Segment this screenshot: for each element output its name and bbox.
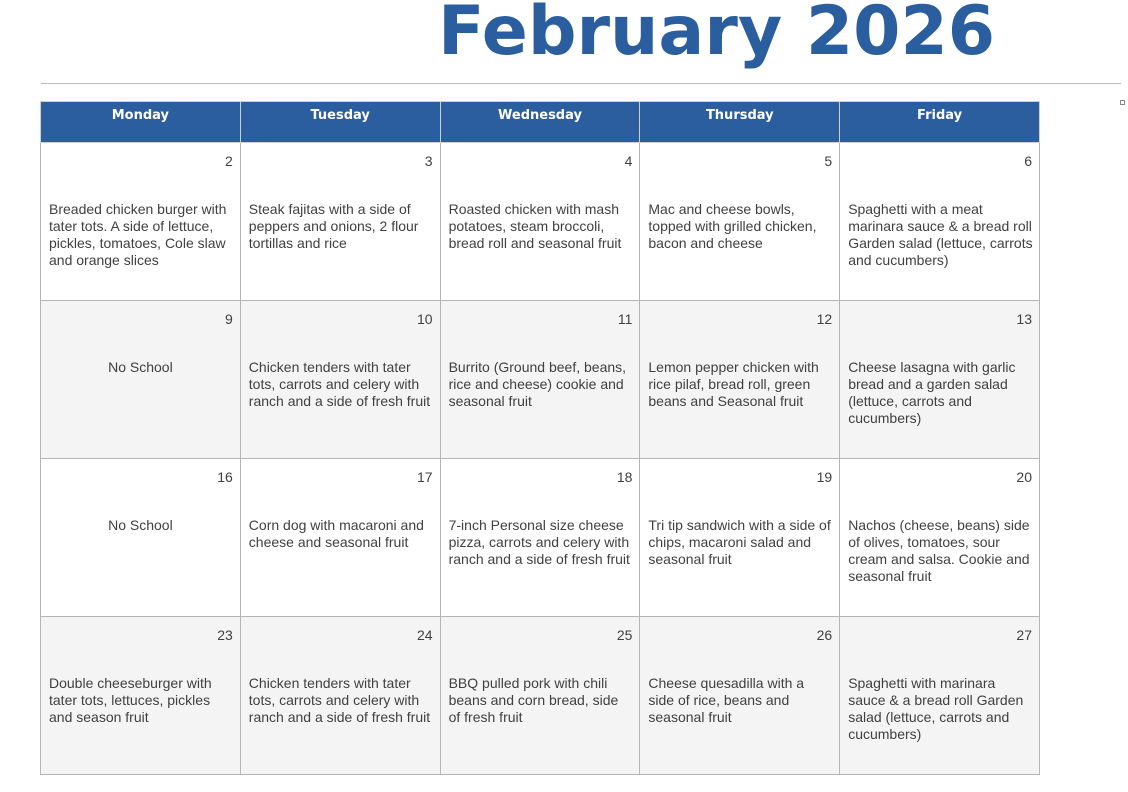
- day-number: 9: [225, 311, 233, 327]
- menu-text: Cheese quesadilla with a side of rice, beans and seasonal fruit: [648, 675, 805, 725]
- day-cell: [840, 617, 1040, 775]
- menu-text: Tri tip sandwich with a side of chips, macaroni salad and seasonal fruit: [648, 517, 831, 567]
- week-row: [41, 617, 1040, 775]
- menu-text: Corn dog with macaroni and cheese and seasonal fruit: [248, 517, 424, 550]
- weekday-header-thursday: Thursday: [640, 102, 840, 143]
- day-number: 25: [616, 627, 633, 643]
- menu-text: Burrito (Ground beef, beans, rice and cheese) cookie and seasonal fruit: [448, 359, 627, 409]
- day-number: 23: [217, 627, 233, 643]
- menu-text: Double cheeseburger with tater tots, lettuces, pickles and season fruit: [49, 675, 212, 725]
- menu-text: BBQ pulled pork with chili beans and corn bread, side of fresh fruit: [448, 675, 619, 725]
- day-cell: [240, 143, 440, 301]
- day-number: 3: [424, 153, 433, 169]
- day-number: 13: [1016, 311, 1032, 327]
- menu-text: Lemon pepper chicken with rice pilaf, bread roll, green beans and Seasonal fruit: [648, 359, 819, 409]
- day-cell: [41, 459, 241, 617]
- day-cell: [440, 459, 640, 617]
- day-cell: [640, 143, 840, 301]
- week-row: [41, 301, 1040, 459]
- day-number: 26: [816, 627, 833, 643]
- day-cell: [440, 617, 640, 775]
- menu-text: Breaded chicken burger with tater tots. A side of lettuce, pickles, tomatoes, Cole slaw and orange slices: [49, 201, 227, 268]
- day-number: 18: [616, 469, 633, 485]
- day-cell: [41, 301, 241, 459]
- day-number: 19: [816, 469, 833, 485]
- day-number: 11: [617, 311, 633, 327]
- day-number: 24: [417, 627, 433, 643]
- menu-text: 7-inch Personal size cheese pizza, carrots and celery with ranch and a side of fresh fruit: [448, 517, 630, 567]
- menu-text: Roasted chicken with mash potatoes, steam broccoli, bread roll and seasonal fruit: [448, 201, 622, 251]
- day-cell: [840, 301, 1040, 459]
- weekday-header-row: [41, 102, 1040, 143]
- day-number: 5: [824, 153, 833, 169]
- day-cell: [640, 301, 840, 459]
- day-number: 6: [1024, 153, 1032, 169]
- day-cell: [440, 143, 640, 301]
- menu-text: Chicken tenders with tater tots, carrots and celery with ranch and a side of fresh fruit: [248, 675, 431, 725]
- week-row: [41, 143, 1040, 301]
- menu-text: Steak fajitas with a side of peppers and onions, 2 flour tortillas and rice: [248, 201, 419, 251]
- menu-text: Cheese lasagna with garlic bread and a garden salad (lettuce, carrots and cucumbers): [848, 359, 1016, 426]
- weekday-header-friday: Friday: [840, 102, 1040, 143]
- day-cell: [840, 143, 1040, 301]
- day-number: 27: [1016, 627, 1032, 643]
- day-number: 17: [417, 469, 433, 485]
- day-cell: [240, 301, 440, 459]
- day-number: 2: [225, 153, 233, 169]
- menu-text: Spaghetti with marinara sauce & a bread roll Garden salad (lettuce, carrots and cucumbers): [848, 675, 1024, 742]
- day-cell: [240, 617, 440, 775]
- day-cell: [41, 143, 241, 301]
- menu-text: Spaghetti with a meat marinara sauce & a bread roll Garden salad (lettuce, carrots and cucumbers): [848, 201, 1033, 268]
- day-number: 16: [217, 469, 233, 485]
- day-cell: [41, 617, 241, 775]
- selection-handle[interactable]: [1120, 100, 1125, 105]
- weekday-header-monday: Monday: [41, 102, 241, 143]
- weekday-header-wednesday: Wednesday: [440, 102, 640, 143]
- day-cell: [640, 459, 840, 617]
- day-cell: [440, 301, 640, 459]
- day-cell: [840, 459, 1040, 617]
- menu-text: Nachos (cheese, beans) side of olives, tomatoes, sour cream and salsa. Cookie and seasonal fruit: [848, 517, 1030, 584]
- page-title: February 2026: [438, 0, 996, 71]
- day-number: 12: [816, 311, 833, 327]
- day-number: 20: [1016, 469, 1032, 485]
- lunch-calendar: [40, 101, 1040, 775]
- day-cell: [240, 459, 440, 617]
- menu-text: Chicken tenders with tater tots, carrots and celery with ranch and a side of fresh fruit: [248, 359, 431, 409]
- week-row: [41, 459, 1040, 617]
- title-divider: [41, 83, 1121, 84]
- day-number: 10: [417, 311, 433, 327]
- menu-text: Mac and cheese bowls, topped with grilled chicken, bacon and cheese: [648, 201, 817, 251]
- menu-text: No School: [108, 517, 173, 533]
- menu-text: No School: [108, 359, 173, 375]
- day-cell: [640, 617, 840, 775]
- day-number: 4: [624, 153, 633, 169]
- weekday-header-tuesday: Tuesday: [240, 102, 440, 143]
